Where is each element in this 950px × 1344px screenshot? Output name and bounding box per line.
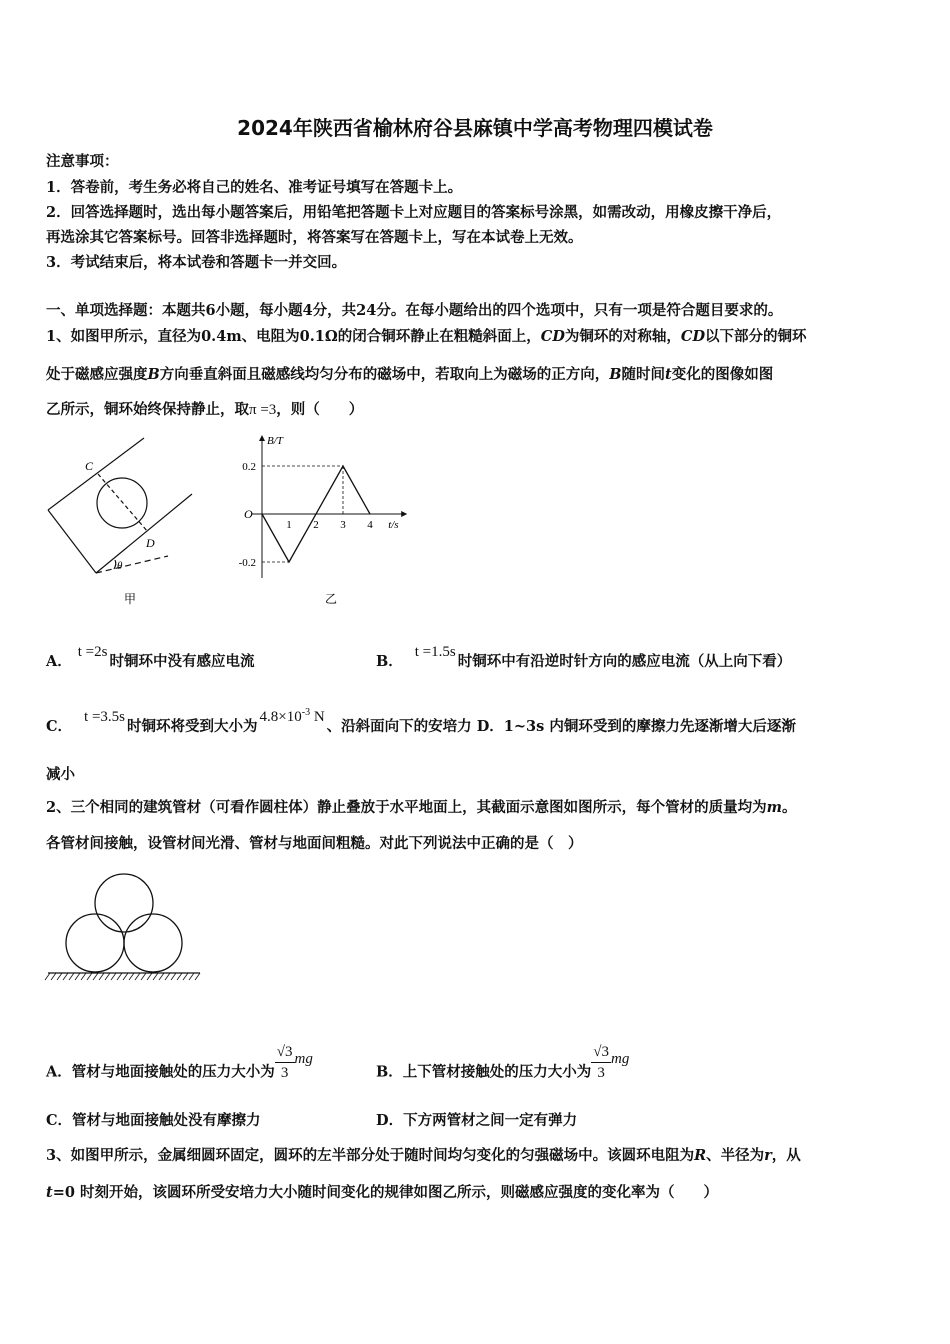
fraction-numerator: √3 (591, 1042, 611, 1063)
q1-t-symbol: t (665, 366, 672, 383)
fraction-numerator: √3 (275, 1042, 295, 1063)
magnitude-unit: N (310, 709, 325, 725)
q2-line-2: 各管材间接触，设管材间光滑、管材与地面间粗糙。对此下列说法中正确的是（ ） (46, 835, 583, 852)
q1-text: 1、如图甲所示，直径为0.4m、电阻为0.1Ω的闭合铜环静止在粗糙斜面上， (46, 328, 541, 345)
option-c-magnitude (260, 709, 325, 725)
hatch-mark (183, 973, 188, 980)
option-label: C． (46, 718, 73, 735)
option-c-math: t =3.5s (84, 709, 126, 725)
notice-item-2a: 2．回答选择题时，选出每小题答案后，用铅笔把答题卡上对应题目的答案标号涂黑，如需改动，用橡皮擦干净后， (46, 204, 782, 221)
q1-text: 变化的图像如图 (671, 366, 774, 383)
copper-ring (97, 478, 147, 528)
incline-edge (48, 510, 96, 573)
y-axis-label: B/T (267, 435, 283, 447)
hatch-mark (51, 973, 56, 980)
section-heading: 一、单项选择题：本题共6小题，每小题4分，共24分。在每小题给出的四个选项中，只有一项是符合题目要求的。 (46, 302, 783, 319)
caption-jia: 甲 (124, 592, 137, 606)
q1-text: 方向垂直斜面且磁感线均匀分布的磁场中，若取向上为磁场的正方向， (159, 366, 610, 383)
q3-r-symbol: R (694, 1147, 707, 1164)
magnitude-base: 4.8×10 (259, 709, 302, 725)
hatch-mark (159, 973, 164, 980)
hatch-mark (153, 973, 158, 980)
q3-t-symbol: t (46, 1184, 53, 1201)
option-b-mg: mg (611, 1050, 630, 1067)
label-theta: θ (117, 560, 123, 572)
option-a-mg: mg (294, 1050, 313, 1067)
hatch-mark (135, 973, 140, 980)
label-c: C (85, 459, 94, 473)
notice-heading: 注意事项： (46, 153, 119, 170)
hatch-mark (57, 973, 62, 980)
option-a-text: 时铜环中没有感应电流 (109, 653, 255, 670)
pipe-left (66, 914, 124, 972)
q3-line-2 (46, 1183, 916, 1203)
q1-cd-label: CD (540, 328, 565, 345)
hatch-mark (171, 973, 176, 980)
y-tick-top: 0.2 (242, 461, 256, 473)
x-axis-label: t/s (388, 519, 399, 531)
q3-text: 、半径为 (706, 1147, 765, 1164)
q1-line-3 (46, 400, 916, 420)
hatch-mark (93, 973, 98, 980)
label-d: D (146, 536, 155, 550)
hatch-mark (117, 973, 122, 980)
q1-line-2 (46, 365, 916, 385)
hatch-mark (63, 973, 68, 980)
option-d-text: 下方两管材之间一定有弹力 (403, 1112, 578, 1129)
q1-text: 乙所示，铜环始终保持静止，取 (46, 401, 249, 418)
fraction-denominator: 3 (280, 1065, 289, 1081)
page-title: 2024年陕西省榆林府谷县麻镇中学高考物理四模试卷 (237, 116, 713, 140)
x-tick-4: 4 (367, 519, 373, 531)
option-b-text: 上下管材接触处的压力大小为 (402, 1063, 592, 1081)
q1-line-1 (46, 327, 916, 347)
pipe-right (124, 914, 182, 972)
hatch-mark (99, 973, 104, 980)
q2-line-1 (46, 798, 916, 818)
q3-text: 3、如图甲所示，金属细圆环固定，圆环的左半部分处于随时间均匀变化的匀强磁场中。该圆环电阻为 (46, 1147, 695, 1164)
q2-text: 。 (781, 799, 797, 816)
q2-option-b[interactable] (376, 1044, 630, 1093)
ground-hatch (45, 973, 200, 980)
hatch-mark (69, 973, 74, 980)
option-a-text: 管材与地面接触处的压力大小为 (71, 1063, 275, 1081)
caption-yi: 乙 (325, 592, 338, 606)
q2-option-d[interactable] (376, 1111, 577, 1131)
q1-option-b[interactable] (376, 644, 792, 672)
option-label: B． (376, 653, 403, 670)
q1-text: ，则（ ） (276, 401, 364, 418)
q2-option-c[interactable] (46, 1111, 261, 1131)
x-tick-1: 1 (286, 519, 292, 531)
fraction-denominator: 3 (597, 1065, 605, 1081)
hatch-mark (45, 973, 50, 980)
hatch-mark (75, 973, 80, 980)
option-c-text: 时铜环将受到大小为 (127, 718, 258, 735)
notice-item-2b: 再选涂其它答案标号。回答非选择题时，将答案写在答题卡上，写在本试卷上无效。 (46, 229, 583, 246)
q1-option-c[interactable] (46, 707, 796, 737)
figure-bt-graph (225, 430, 415, 610)
notice-item-1: 1．答卷前，考生务必将自己的姓名、准考证号填写在答题卡上。 (46, 179, 463, 196)
option-b-math: t =1.5s (414, 644, 456, 660)
q1-text: 为铜环的对称轴， (564, 328, 681, 345)
pi-value: π =3 (249, 402, 277, 418)
hatch-mark (165, 973, 170, 980)
option-b-text: 时铜环中有沿逆时针方向的感应电流（从上向下看） (457, 653, 792, 670)
pipe-top (95, 874, 153, 932)
x-tick-3: 3 (340, 519, 346, 531)
q1-text: 随时间 (621, 366, 666, 383)
magnitude-exponent: -3 (301, 707, 311, 718)
q1-b-symbol: B (147, 366, 160, 383)
option-c-text: 管材与地面接触处没有摩擦力 (72, 1112, 261, 1129)
axis-cd (98, 474, 148, 532)
tick-labels (239, 461, 374, 569)
option-label: A． (46, 653, 72, 670)
option-a-fraction (275, 1042, 295, 1083)
hatch-mark (81, 973, 86, 980)
hatch-mark (111, 973, 116, 980)
option-label: A． (46, 1063, 72, 1081)
hatch-mark (123, 973, 128, 980)
hatch-mark (189, 973, 194, 980)
q3-radius-symbol: r (764, 1147, 772, 1164)
hatch-mark (105, 973, 110, 980)
q1-cd-label: CD (680, 328, 706, 345)
figure-incline (40, 432, 225, 612)
q3-text: =0 时刻开始，该圆环所受安培力大小随时间变化的规律如图乙所示，则磁感应强度的变化率为（ ） (52, 1184, 718, 1201)
option-label: C． (46, 1112, 73, 1129)
angle-arc (114, 560, 116, 569)
hatch-mark (129, 973, 134, 980)
y-tick-bottom: -0.2 (238, 557, 256, 569)
incline-edge (96, 494, 192, 573)
hatch-mark (177, 973, 182, 980)
option-a-math: t =2s (77, 644, 108, 660)
x-tick-2: 2 (313, 519, 319, 531)
option-label: B． (376, 1063, 403, 1081)
notice-item-3: 3．考试结束后，将本试卷和答题卡一并交回。 (46, 254, 347, 271)
origin-label: O (244, 507, 253, 521)
hatch-mark (141, 973, 146, 980)
incline-edge (48, 438, 144, 510)
q1-option-d-cont: 减小 (46, 766, 75, 783)
q2-m-symbol: m (766, 799, 782, 816)
hatch-mark (147, 973, 152, 980)
q2-text: 2、三个相同的建筑管材（可看作圆柱体）静止叠放于水平地面上，其截面示意图如图所示，每个管材的质量均为 (46, 799, 767, 816)
hatch-mark (195, 973, 200, 980)
q1-text: 以下部分的铜环 (705, 328, 807, 345)
hatch-mark (87, 973, 92, 980)
q2-option-a[interactable] (46, 1044, 313, 1093)
option-label: D． (376, 1112, 404, 1129)
option-b-fraction (591, 1042, 611, 1083)
q1-b-symbol: B (609, 366, 622, 383)
q1-option-a[interactable] (46, 644, 255, 672)
option-c-d-text: 、沿斜面向下的安培力 D．1~3s 内铜环受到的摩擦力先逐渐增大后逐渐 (326, 718, 796, 735)
q3-text: ，从 (771, 1147, 801, 1164)
q3-line-1 (46, 1146, 916, 1166)
figure-pipes (44, 866, 204, 988)
q1-text: 处于磁感应强度 (46, 366, 148, 383)
